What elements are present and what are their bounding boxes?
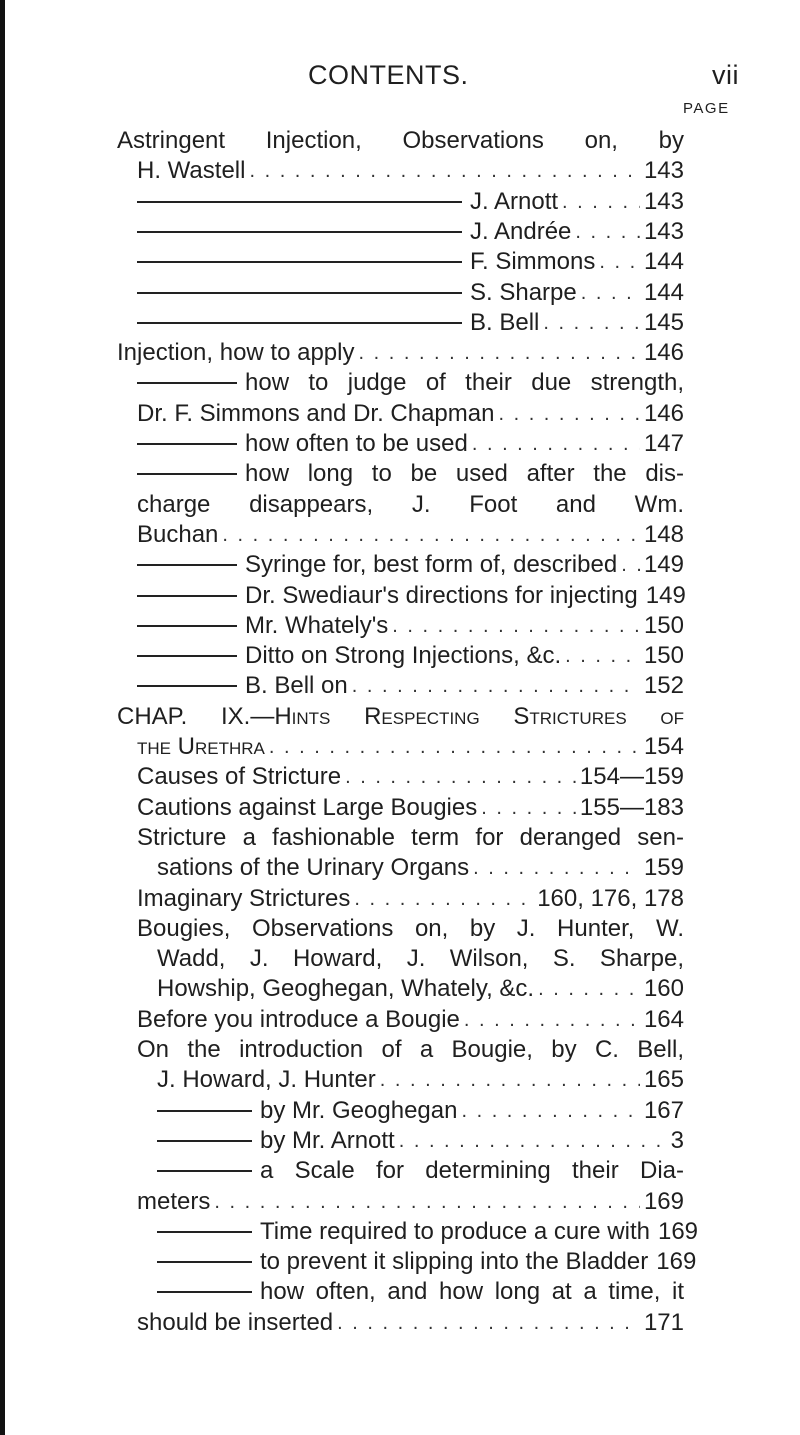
page-number: 169	[657, 1217, 699, 1245]
entry-text: Imaginary Strictures	[137, 884, 351, 912]
entry-text: Before you introduce a Bougie	[137, 1005, 460, 1033]
page-number: 159	[643, 854, 684, 882]
entry-text: B. Bell on	[245, 672, 348, 700]
contents-entry	[157, 1067, 684, 1093]
entry-text: Causes of Stricture	[137, 763, 342, 791]
dot-leader	[345, 764, 576, 790]
ditto-rule	[157, 1261, 252, 1263]
page-number: 144	[643, 278, 684, 306]
entry-text: the Urethra	[137, 733, 265, 760]
ditto-rule	[157, 1291, 252, 1293]
entry-text: CHAP. IX.—Hints Respecting Strictures of	[117, 702, 684, 730]
page-number: 145	[643, 308, 684, 336]
page-number: 150	[643, 642, 684, 670]
entry-text: F. Simmons	[470, 248, 596, 276]
contents-entry	[137, 886, 684, 912]
entry-text: Wadd, J. Howard, J. Wilson, S. Sharpe,	[157, 945, 684, 973]
contents-entry	[117, 340, 684, 366]
ditto-rule	[137, 382, 237, 384]
dot-leader	[222, 522, 640, 548]
contents-entry	[137, 1189, 684, 1215]
contents-entry	[137, 522, 684, 548]
contents-entry	[157, 855, 684, 881]
entry-text: Dr. F. Simmons and Dr. Chapman	[137, 399, 495, 427]
page-number: 144	[643, 248, 684, 276]
contents-entry	[137, 492, 684, 518]
contents-entry	[157, 1279, 684, 1305]
page-number: 143	[643, 187, 684, 215]
ditto-rule	[137, 261, 462, 263]
running-header	[0, 60, 800, 96]
ditto-rule	[137, 625, 237, 627]
contents-entry	[137, 1037, 684, 1063]
dot-leader	[581, 280, 640, 306]
contents-entry	[157, 1098, 684, 1124]
dot-leader	[543, 310, 640, 336]
entry-text: how often to be used	[245, 430, 468, 457]
contents-entry	[157, 1217, 699, 1245]
ditto-rule	[137, 595, 237, 597]
entry-text: to prevent it slipping into the Bladder	[260, 1248, 649, 1276]
contents-entry	[137, 310, 684, 336]
page-number: 3	[670, 1126, 684, 1154]
contents-entry	[137, 1007, 684, 1033]
entry-text: how often, and how long at a time, it	[260, 1278, 684, 1306]
dot-leader	[599, 249, 640, 275]
page-number: 165	[643, 1066, 684, 1094]
contents-entry	[137, 249, 684, 275]
dot-leader	[380, 1067, 640, 1093]
contents-entry	[137, 673, 684, 699]
contents-entry	[137, 734, 684, 760]
entry-text: J. Andrée	[470, 217, 572, 245]
entry-text: Cautions against Large Bougies	[137, 793, 478, 821]
dot-leader	[354, 886, 533, 912]
ditto-rule	[137, 685, 237, 687]
contents-entry	[157, 976, 684, 1002]
entry-text: by Mr. Arnott	[260, 1126, 395, 1154]
contents-entry	[137, 643, 684, 669]
dot-leader	[565, 643, 640, 669]
contents-entry	[117, 128, 684, 154]
page-number: 160, 176, 178	[537, 884, 684, 912]
contents-entry	[137, 795, 684, 821]
entry-text: On the introduction of a Bougie, by C. Bell,	[137, 1036, 684, 1063]
ditto-rule	[157, 1231, 252, 1233]
contents-entry	[137, 158, 684, 184]
entry-text: Ditto on Strong Injections, &c.	[245, 642, 562, 670]
ditto-rule	[157, 1140, 252, 1142]
entry-text: sations of the Urinary Organs	[157, 854, 470, 882]
entry-text: Mr. Whately's	[245, 611, 389, 639]
dot-leader	[461, 1098, 639, 1124]
entry-text: meters	[137, 1187, 211, 1215]
dot-leader	[399, 1128, 667, 1154]
dot-leader	[481, 795, 576, 821]
entry-text: charge disappears, J. Foot and Wm.	[137, 490, 684, 518]
page-number: 150	[643, 611, 684, 639]
contents-entry	[117, 704, 684, 730]
entry-text: H. Wastell	[137, 157, 246, 185]
entry-text: B. Bell	[470, 308, 540, 336]
contents-entry	[137, 613, 684, 639]
ditto-rule	[137, 231, 462, 233]
page-number: 152	[643, 672, 684, 700]
page-number: 154	[643, 733, 684, 760]
contents-entry	[157, 1158, 684, 1184]
contents-entry	[157, 946, 684, 972]
entry-text: Bougies, Observations on, by J. Hunter, W.	[137, 914, 684, 942]
dot-leader	[392, 613, 640, 639]
contents-entry	[137, 461, 684, 487]
ditto-rule	[137, 473, 237, 475]
contents-entry	[157, 1128, 684, 1154]
ditto-rule	[137, 292, 462, 294]
dot-leader	[473, 855, 640, 881]
ditto-rule	[137, 564, 237, 566]
contents-entry	[137, 1310, 684, 1336]
contents-entry	[137, 583, 684, 609]
entry-text: how long to be used after the dis-	[245, 460, 684, 488]
page-number: 167	[643, 1096, 684, 1124]
contents-entry	[137, 401, 684, 427]
entry-text: Injection, how to apply	[117, 339, 355, 367]
ditto-rule	[137, 443, 237, 445]
dot-leader	[538, 976, 640, 1002]
dot-leader	[464, 1007, 640, 1033]
contents-entry	[137, 431, 684, 457]
entry-text: Howship, Geoghegan, Whately, &c.	[157, 975, 535, 1003]
page-number: 155—183	[579, 793, 684, 821]
entry-text: Syringe for, best form of, described	[245, 551, 618, 579]
contents-entry	[137, 825, 684, 851]
entry-text: how to judge of their due strength,	[245, 369, 684, 397]
contents-entry	[137, 370, 684, 396]
folio-number: vii	[712, 60, 739, 90]
ditto-rule	[157, 1110, 252, 1112]
dot-leader	[562, 189, 640, 215]
page-number: 154—159	[579, 763, 684, 791]
entry-text: S. Sharpe	[470, 278, 577, 306]
dot-leader	[214, 1189, 640, 1215]
page-number: 171	[643, 1308, 684, 1336]
page-title: CONTENTS.	[308, 60, 469, 90]
dot-leader	[498, 401, 639, 427]
dot-leader	[269, 734, 640, 760]
contents-entry	[137, 280, 684, 306]
entry-text: Buchan	[137, 520, 219, 548]
contents-entry	[137, 189, 684, 215]
binding-edge	[0, 0, 5, 1435]
page-number: 160	[643, 975, 684, 1003]
dot-leader	[575, 219, 640, 245]
contents-entry	[137, 219, 684, 245]
page-number: 146	[643, 339, 684, 367]
entry-text: Time required to produce a cure with	[260, 1217, 650, 1245]
contents-entry	[137, 916, 684, 942]
page-number: 146	[643, 399, 684, 427]
page-number: 169	[656, 1248, 697, 1276]
entry-text: by Mr. Geoghegan	[260, 1096, 458, 1124]
page-number: 149	[643, 551, 684, 579]
entry-text: J. Arnott	[470, 187, 559, 215]
ditto-rule	[157, 1170, 252, 1172]
page-column-label: PAGE	[683, 100, 730, 117]
page-number: 149	[645, 581, 686, 609]
entry-text: Stricture a fashionable term for deranged sen-	[137, 823, 684, 851]
entry-text: Astringent Injection, Observations on, by	[117, 127, 684, 154]
dot-leader	[249, 158, 639, 184]
contents-entry	[157, 1248, 697, 1276]
entry-text: a Scale for determining their Dia-	[260, 1157, 684, 1185]
entry-text: Dr. Swediaur's directions for injecting	[245, 581, 638, 609]
dot-leader	[337, 1310, 640, 1336]
dot-leader	[352, 673, 640, 699]
ditto-rule	[137, 322, 462, 324]
page-number: 169	[643, 1187, 684, 1215]
page-number: 143	[643, 217, 684, 245]
ditto-rule	[137, 655, 237, 657]
entry-text: should be inserted	[137, 1308, 334, 1336]
page-number: 164	[643, 1005, 684, 1033]
dot-leader	[358, 340, 639, 366]
ditto-rule	[137, 201, 462, 203]
dot-leader	[472, 431, 640, 457]
dot-leader	[621, 552, 640, 578]
page-number: 147	[643, 430, 684, 457]
entry-text: J. Howard, J. Hunter	[157, 1066, 376, 1094]
contents-entry	[137, 764, 684, 790]
page-number: 148	[643, 520, 684, 548]
contents-entry	[137, 552, 684, 578]
page-number: 143	[643, 157, 684, 185]
